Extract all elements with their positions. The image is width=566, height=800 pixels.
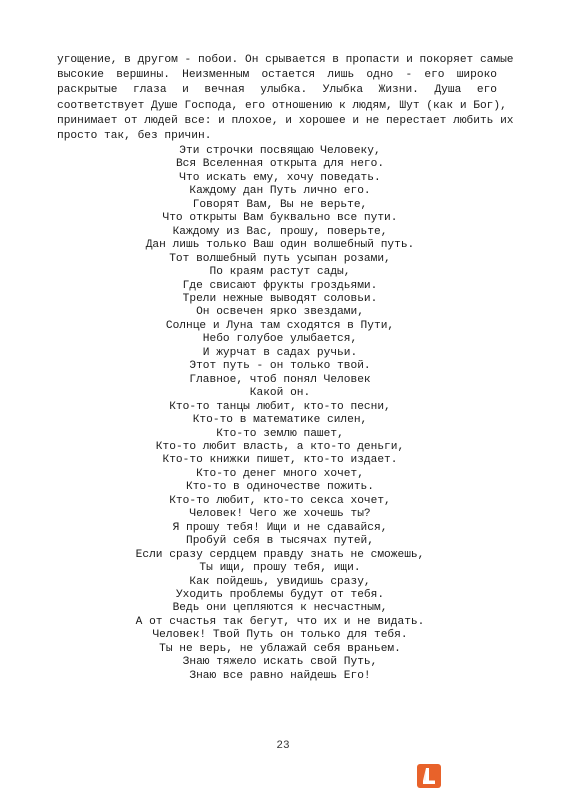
- prose-line: высокие вершины. Неизменным остается лишь одно - его широко: [57, 69, 497, 82]
- prose-line: угощение, в другом - побои. Он срывается в пропасти и покоряет самые: [57, 54, 514, 66]
- poem-line: А от счастья так бегут, что их и не видать.: [135, 615, 425, 628]
- poem-line: Эти строчки посвящаю Человеку,: [179, 145, 381, 157]
- poem-line: Ты не верь, не ублажай себя враньем.: [159, 642, 401, 655]
- prose-line: принимает от людей все: и плохое, и хорошее и не перестает любить их: [57, 114, 514, 127]
- poem-line: Кто-то любит, кто-то секса хочет,: [169, 494, 391, 507]
- poem-line: И журчат в садах ручьи.: [202, 346, 358, 359]
- poem-line: Солнце и Луна там сходятся в Пути,: [165, 319, 395, 332]
- poem-line: Тот волшебный путь усыпан розами,: [169, 252, 391, 265]
- poem-line: Каждому из Вас, прошу, поверьте,: [172, 225, 388, 238]
- litres-logo-icon: [417, 764, 441, 788]
- poem-line: Что искать ему, хочу поведать.: [179, 171, 381, 184]
- poem-line: Кто-то танцы любит, кто-то песни,: [169, 400, 391, 413]
- poem-line: Кто-то в математике силен,: [192, 414, 368, 427]
- page-number: 23: [276, 740, 290, 752]
- poem-line: Он освечен ярко звездами,: [196, 306, 364, 319]
- poem-line: Вся Вселенная открыта для него.: [175, 158, 385, 171]
- prose-line: соответствует Душе Господа, его отношению к людям, Шут (как и Бог),: [57, 99, 507, 112]
- poem-line: Как пойдешь, увидишь сразу,: [189, 575, 371, 588]
- poem-line: Небо голубое улыбается,: [202, 333, 358, 346]
- poem: [90, 145, 470, 683]
- poem-line: Пробуй себя в тысячах путей,: [186, 535, 374, 548]
- prose-line: просто так, без причин.: [57, 130, 212, 143]
- poem-line: Кто-то книжки пишет, кто-то издает.: [162, 454, 398, 467]
- poem-line: Какой он.: [249, 387, 311, 400]
- prose-paragraph: [57, 53, 514, 144]
- poem-line: Знаю тяжело искать свой Путь,: [182, 656, 378, 669]
- poem-line: Кто-то в одиночестве пожить.: [186, 481, 374, 494]
- poem-line: Знаю все равно найдешь Его!: [189, 669, 371, 682]
- prose-line: раскрытые глаза и вечная улыбка. Улыбка Жизни. Душа его: [57, 84, 497, 97]
- poem-line: Кто-то денег много хочет,: [196, 467, 364, 480]
- poem-line: Кто-то любит власть, а кто-то деньги,: [155, 440, 405, 453]
- poem-line: Ты ищи, прошу тебя, ищи.: [199, 562, 361, 575]
- poem-line: Человек! Чего же хочешь ты?: [189, 508, 371, 521]
- poem-line: Говорят Вам, Вы не верьте,: [192, 198, 368, 211]
- poem-line: Ведь они цепляются к несчастным,: [172, 602, 388, 615]
- poem-line: Я прошу тебя! Ищи и не сдавайся,: [172, 521, 388, 534]
- poem-line: Что открыты Вам буквально все пути.: [162, 212, 398, 225]
- poem-line: Человек! Твой Путь он только для тебя.: [152, 629, 408, 642]
- poem-line: Уходить проблемы будут от тебя.: [175, 588, 385, 601]
- poem-line: Где свисают фрукты гроздьями.: [182, 279, 378, 292]
- poem-line: Главное, чтоб понял Человек: [189, 373, 371, 386]
- poem-line: Каждому дан Путь лично его.: [189, 185, 371, 198]
- poem-line: Этот путь - он только твой.: [189, 360, 371, 373]
- poem-line: Если сразу сердцем правду знать не сможешь,: [135, 548, 425, 561]
- poem-line: Дан лишь только Ваш один волшебный путь.: [145, 239, 415, 252]
- poem-line: По краям растут сады,: [209, 266, 351, 279]
- poem-line: Кто-то землю пашет,: [216, 427, 344, 440]
- poem-line: Трели нежные выводят соловьи.: [182, 292, 378, 305]
